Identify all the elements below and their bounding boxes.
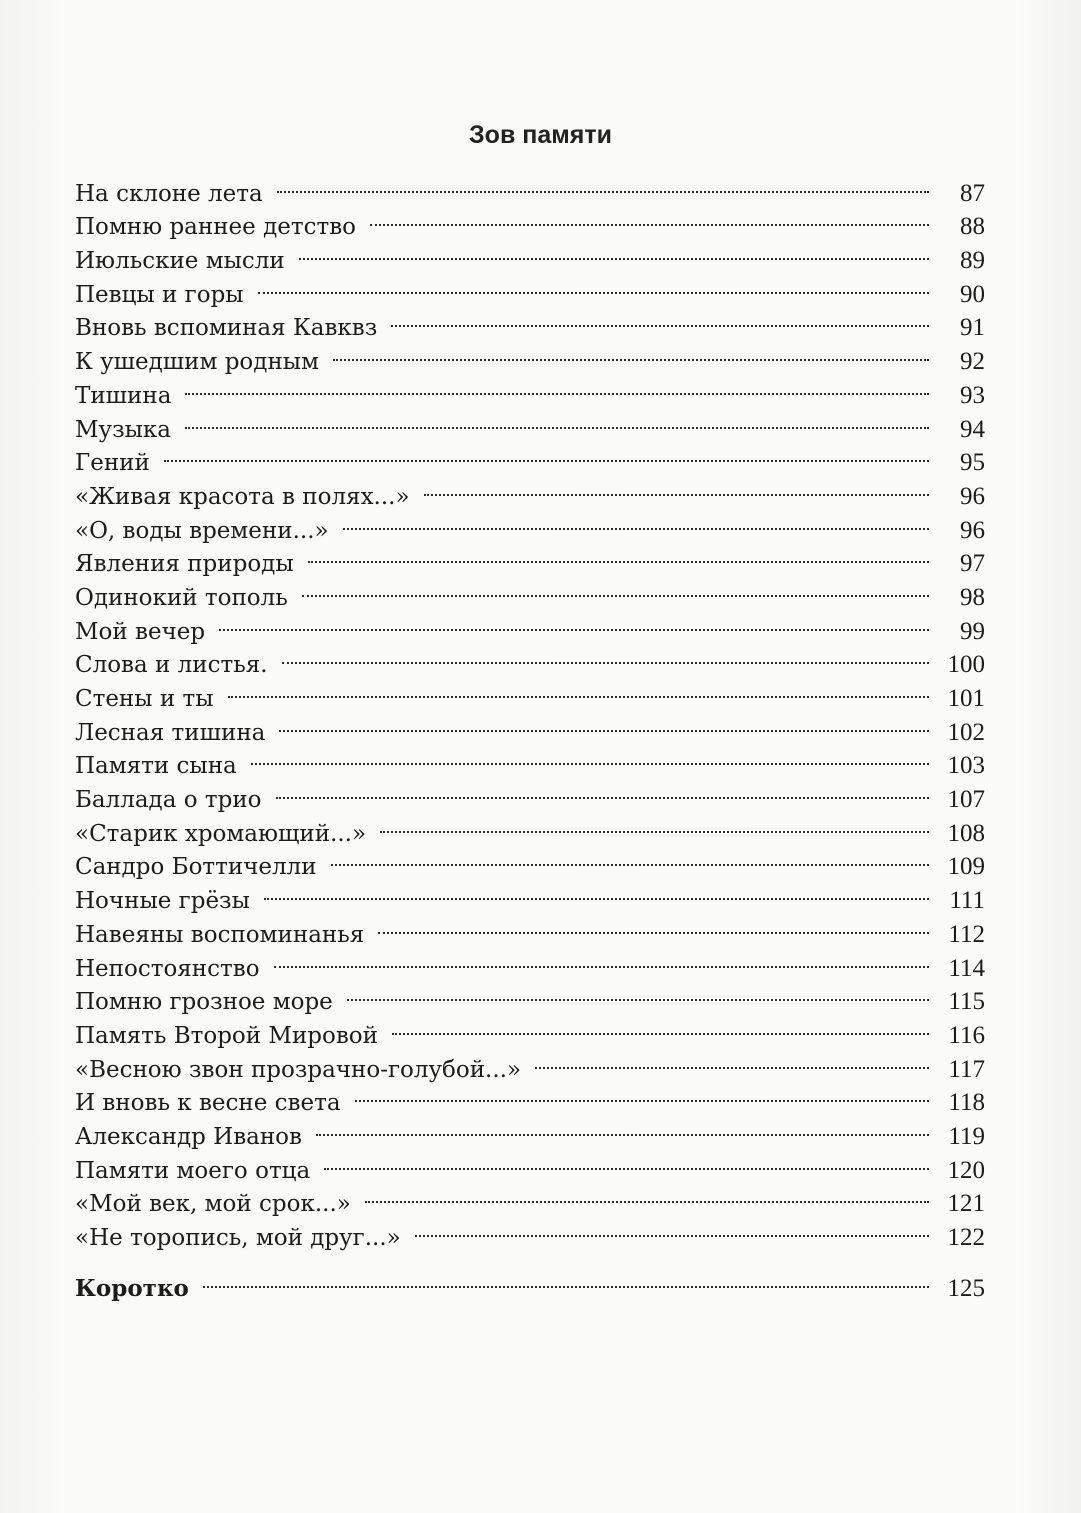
dot-leader bbox=[366, 201, 935, 235]
toc-entry-title: Непостоянство bbox=[75, 955, 260, 982]
dot-leader bbox=[343, 976, 935, 1010]
toc-entry-title: Коротко bbox=[75, 1274, 189, 1302]
toc-entry-page: 90 bbox=[960, 280, 985, 308]
dot-leader bbox=[376, 807, 935, 841]
toc-entry-page: 95 bbox=[960, 449, 985, 477]
dot-leader bbox=[199, 1262, 935, 1296]
toc-entry-page: 122 bbox=[947, 1224, 985, 1251]
toc-entry bbox=[75, 437, 985, 477]
section-title: Зов памяти bbox=[469, 121, 612, 149]
toc-entry-title: Памяти сына bbox=[75, 753, 237, 780]
toc-entry-page: 112 bbox=[948, 920, 985, 948]
toc-entry-page: 116 bbox=[948, 1021, 985, 1049]
toc-entry-page: 89 bbox=[960, 247, 985, 275]
toc-entry-page: 107 bbox=[947, 786, 985, 814]
dot-leader bbox=[224, 672, 935, 706]
toc-entry-title: Памяти моего отца bbox=[75, 1157, 311, 1184]
toc-entry-page: 119 bbox=[948, 1122, 985, 1150]
dot-leader bbox=[304, 538, 935, 572]
dot-leader bbox=[388, 1009, 935, 1043]
toc-entry-title: Баллада о трио bbox=[75, 787, 262, 814]
toc-entry-final bbox=[75, 1262, 985, 1302]
dot-leader bbox=[278, 639, 935, 673]
toc-entry-title: К ушедшим родным bbox=[75, 349, 319, 376]
toc-entry bbox=[75, 403, 985, 443]
toc-entry-page: 96 bbox=[960, 516, 985, 544]
toc-entry-page: 121 bbox=[947, 1190, 985, 1218]
toc-entry-page: 87 bbox=[960, 179, 985, 207]
dot-leader bbox=[260, 874, 935, 908]
toc-entry-title: Июльские мысли bbox=[75, 248, 285, 275]
toc-entry-page: 91 bbox=[960, 314, 985, 342]
toc-entry-title: Лесная тишина bbox=[75, 719, 266, 746]
toc-entry-title: Мой вечер bbox=[75, 618, 206, 645]
dot-leader bbox=[295, 234, 935, 268]
toc-entry-title: «Мой век, мой срок...» bbox=[75, 1191, 351, 1218]
toc-entry-page: 109 bbox=[947, 853, 985, 881]
toc-entry-title: Тишина bbox=[75, 382, 172, 409]
dot-leader bbox=[181, 403, 935, 437]
dot-leader bbox=[247, 740, 935, 774]
toc-entry-page: 125 bbox=[947, 1274, 985, 1302]
dot-leader bbox=[361, 1178, 935, 1212]
toc-entry-title: И вновь к весне света bbox=[75, 1090, 341, 1117]
toc-entry-title: Сандро Боттичелли bbox=[75, 854, 317, 881]
toc-entry-page: 101 bbox=[947, 685, 985, 712]
dot-leader bbox=[254, 268, 935, 302]
dot-leader bbox=[329, 335, 935, 369]
toc-entry-title: «Живая красота в полях...» bbox=[75, 483, 410, 510]
dot-leader bbox=[312, 1110, 935, 1144]
dot-leader bbox=[327, 841, 935, 875]
toc-entry-title: Помню раннее детство bbox=[75, 214, 356, 241]
dot-leader bbox=[420, 470, 935, 504]
table-of-contents bbox=[75, 167, 985, 1251]
toc-entry-title: Стены и ты bbox=[75, 686, 214, 712]
toc-entry-title: Музыка bbox=[75, 416, 172, 443]
dot-leader bbox=[320, 1144, 935, 1178]
dot-leader bbox=[270, 942, 935, 976]
toc-entry-title: Ночные грёзы bbox=[75, 888, 250, 915]
toc-entry-page: 117 bbox=[948, 1055, 985, 1083]
toc-entry bbox=[75, 470, 985, 510]
dot-leader bbox=[531, 1043, 935, 1077]
toc-entry-page: 98 bbox=[960, 583, 985, 611]
toc-entry-title: «Старик хромающий...» bbox=[75, 820, 367, 847]
dot-leader bbox=[351, 1077, 935, 1111]
toc-entry bbox=[75, 167, 985, 207]
toc-entry-title: Слова и листья. bbox=[75, 652, 268, 679]
toc-entry-title: Александр Иванов bbox=[75, 1123, 302, 1150]
dot-leader bbox=[411, 1211, 935, 1245]
toc-entry-title: Одинокий тополь bbox=[75, 584, 288, 611]
toc-entry-title: Память Второй Мировой bbox=[75, 1022, 378, 1049]
dot-leader bbox=[181, 369, 935, 403]
toc-entry-page: 88 bbox=[960, 213, 985, 241]
dot-leader bbox=[275, 706, 935, 740]
toc-entry-page: 108 bbox=[947, 819, 985, 847]
toc-entry-title: Явления природы bbox=[75, 551, 294, 578]
toc-entry-title: Навеяны воспоминанья bbox=[75, 921, 365, 948]
toc-entry-title: «Весною звон прозрачно-голубой...» bbox=[75, 1056, 522, 1083]
toc-entry-page: 115 bbox=[948, 988, 985, 1016]
toc-entry-page: 103 bbox=[947, 752, 985, 780]
final-section bbox=[75, 1262, 985, 1302]
toc-entry-page: 97 bbox=[960, 550, 985, 578]
dot-leader bbox=[273, 167, 935, 201]
toc-entry-title: Помню грозное море bbox=[75, 989, 333, 1016]
toc-entry-page: 102 bbox=[947, 718, 985, 746]
dot-leader bbox=[387, 302, 935, 336]
dot-leader bbox=[272, 773, 935, 807]
toc-entry-page: 100 bbox=[947, 651, 985, 679]
toc-entry-page: 94 bbox=[960, 415, 985, 443]
toc-entry-title: Вновь вспоминая Кавквз bbox=[75, 315, 378, 342]
toc-entry-page: 118 bbox=[948, 1089, 985, 1117]
dot-leader bbox=[160, 437, 935, 471]
toc-entry-page: 111 bbox=[949, 887, 985, 915]
toc-entry-title: Певцы и горы bbox=[75, 281, 244, 308]
dot-leader bbox=[215, 605, 935, 639]
toc-entry-page: 92 bbox=[960, 348, 985, 376]
dot-leader bbox=[298, 571, 935, 605]
toc-entry-title: «Не торопись, мой друг...» bbox=[75, 1225, 401, 1251]
toc-entry-page: 114 bbox=[948, 954, 985, 982]
dot-leader bbox=[374, 908, 935, 942]
toc-entry-page: 93 bbox=[960, 381, 985, 409]
toc-entry-title: На склоне лета bbox=[75, 180, 263, 207]
toc-entry-page: 120 bbox=[947, 1156, 985, 1184]
toc-entry bbox=[75, 369, 985, 409]
toc-entry-title: Гений bbox=[75, 450, 150, 477]
toc-entry-page: 96 bbox=[960, 482, 985, 510]
toc-entry-page: 99 bbox=[960, 617, 985, 645]
toc-entry-title: «О, воды времени...» bbox=[75, 517, 329, 544]
dot-leader bbox=[339, 504, 935, 538]
